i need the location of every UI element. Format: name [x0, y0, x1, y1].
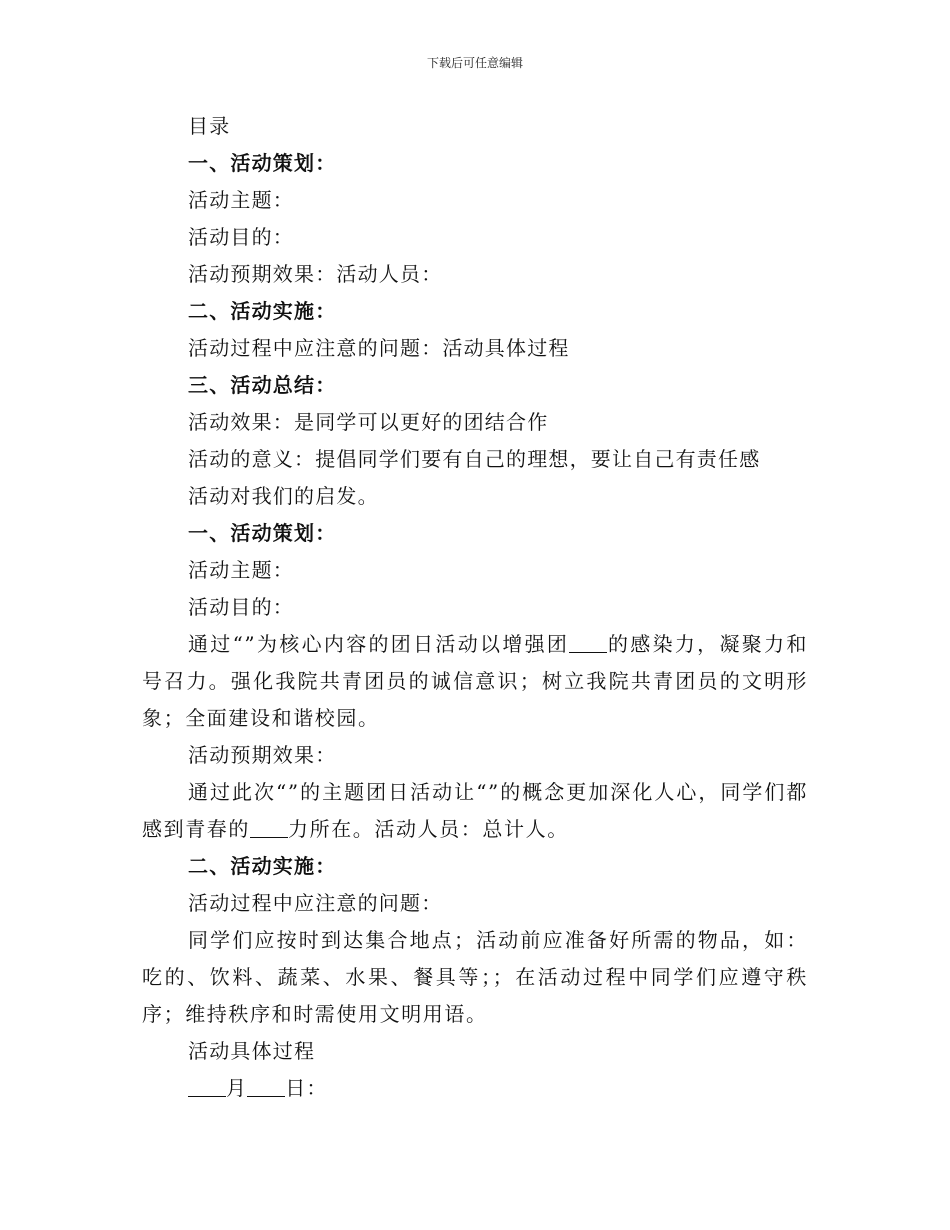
month-blank — [188, 1078, 226, 1097]
label-purpose: 活动目的： — [188, 595, 294, 619]
page-header: 下载后可任意编辑 — [426, 56, 523, 70]
section-heading-planning: 一、活动策划： — [188, 521, 337, 545]
purpose-text-a: 通过“”为核心内容的团日活动以增强团 — [188, 632, 570, 656]
toc-heading-implementation: 二、活动实施： — [188, 299, 337, 323]
date-line — [142, 1070, 808, 1107]
toc-heading-planning: 一、活动策划： — [188, 151, 337, 175]
label-theme: 活动主题： — [188, 558, 294, 582]
toc-heading-summary: 三、活动总结： — [188, 373, 337, 397]
label-effect: 活动预期效果： — [188, 743, 337, 767]
toc-title: 目录 — [188, 114, 231, 138]
toc-item-meaning: 活动的意义：提倡同学们要有自己的理想，要让自己有责任感 — [188, 447, 761, 471]
purpose-text-b: 的感染力，凝聚力和号召力。强化我院共青团员的诚信意识；树立我院共青团员的文明形象；全面建设和谐校园。 — [142, 632, 808, 730]
toc-item-issues: 活动过程中应注意的问题：活动具体过程 — [188, 336, 570, 360]
toc-item-theme: 活动主题： — [188, 188, 294, 212]
label-process: 活动具体过程 — [188, 1039, 316, 1063]
day-label: 日： — [285, 1076, 328, 1100]
toc-item-effect: 活动预期效果：活动人员： — [188, 262, 443, 286]
label-issues: 活动过程中应注意的问题： — [188, 891, 443, 915]
toc-item-purpose: 活动目的： — [188, 225, 294, 249]
month-label: 月 — [226, 1076, 248, 1100]
issues-paragraph: 同学们应按时到达集合地点；活动前应准备好所需的物品，如：吃的、饮料、蔬菜、水果、餐具等；；在活动过程中同学们应遵守秩序；维持秩序和时需使用文明用语。 — [142, 928, 808, 1026]
effect-paragraph — [142, 774, 808, 848]
fill-blank — [569, 634, 607, 653]
fill-blank — [250, 819, 288, 838]
day-blank — [247, 1078, 285, 1097]
toc-item-inspiration: 活动对我们的启发。 — [188, 484, 379, 508]
effect-text-b: 力所在。活动人员：总计人。 — [288, 817, 569, 841]
section-heading-implementation: 二、活动实施： — [188, 854, 337, 878]
purpose-paragraph — [142, 626, 808, 737]
document-body — [142, 108, 808, 1107]
effect-text-a: 通过此次“”的主题团日活动让“”的概念更加深化人心，同学们都感到青春的 — [142, 780, 808, 841]
toc-item-result: 活动效果：是同学可以更好的团结合作 — [188, 410, 549, 434]
